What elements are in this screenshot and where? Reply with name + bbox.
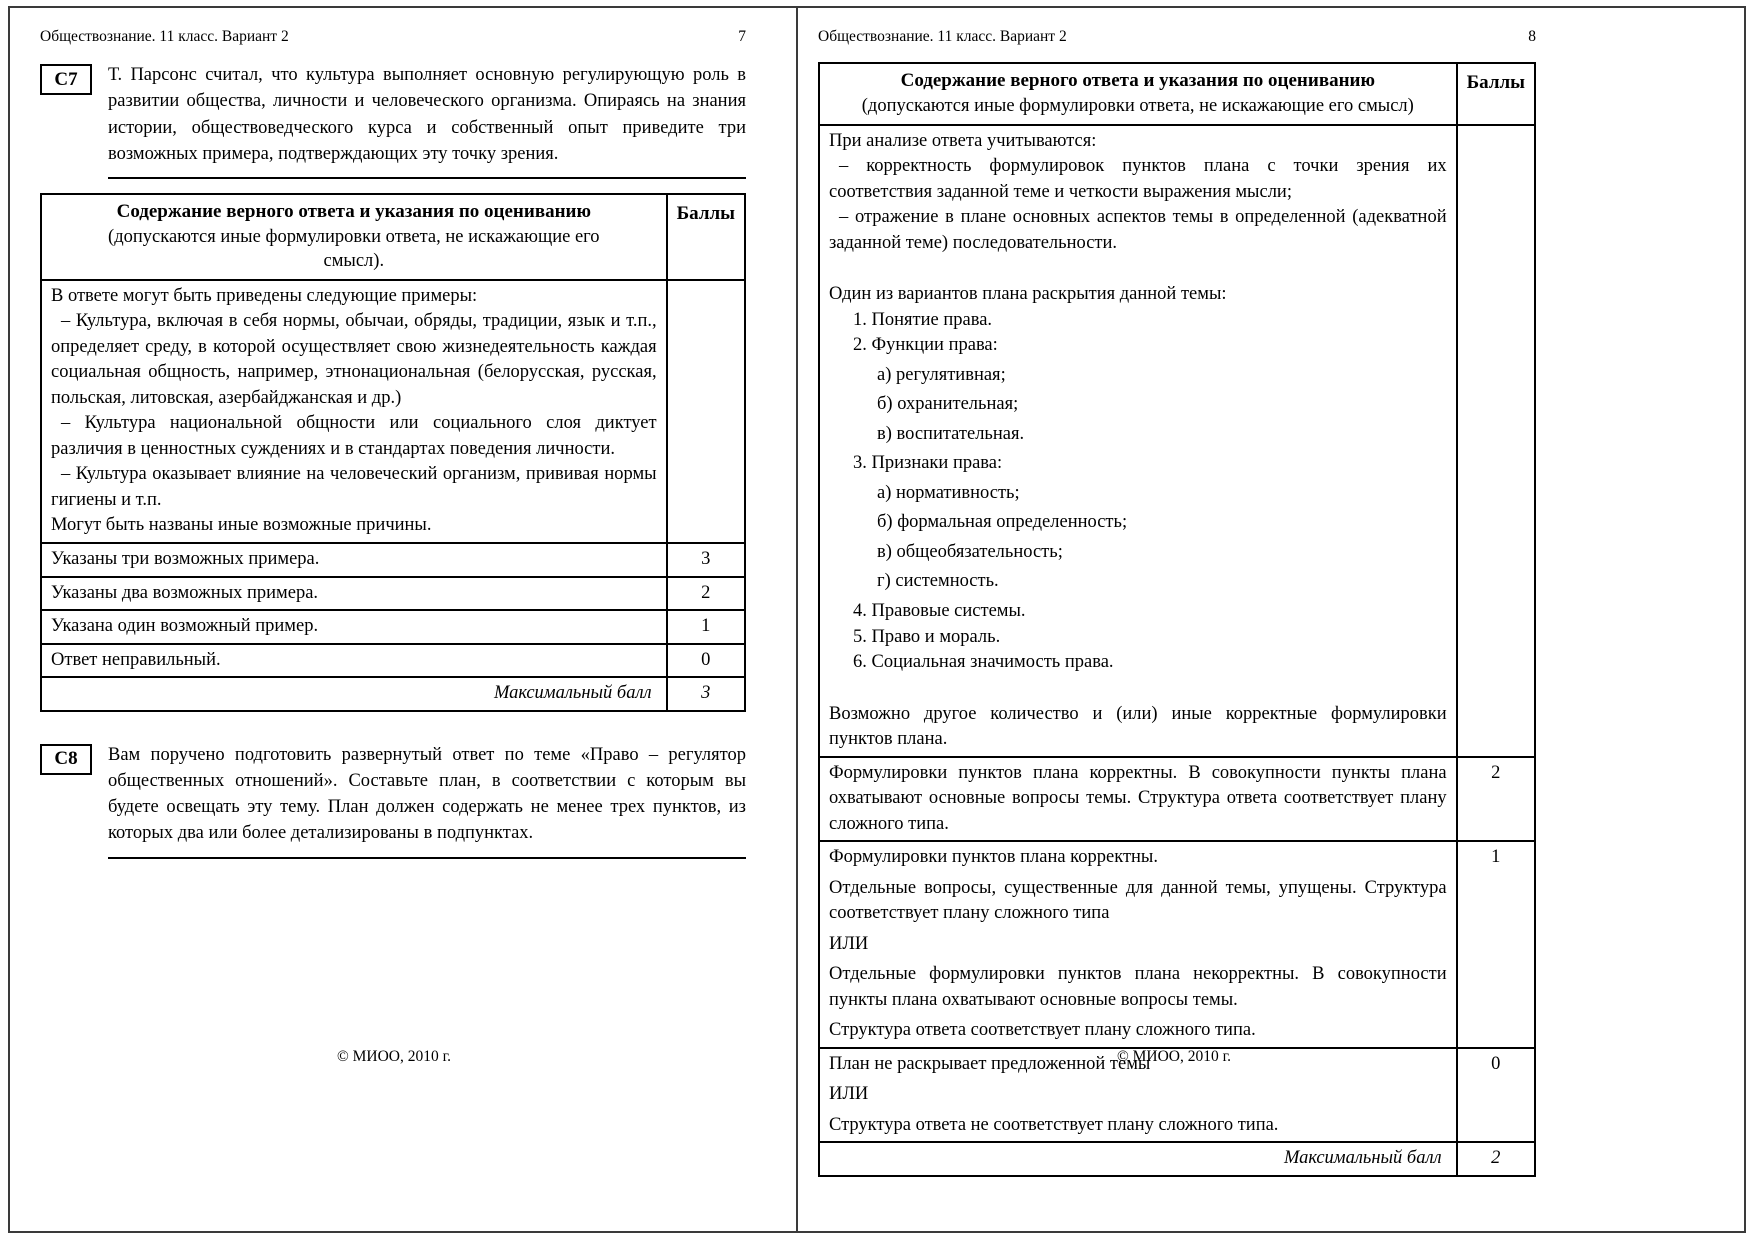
answer-paragraph: – Культура, включая в себя нормы, обычаи, обряды, традиции, язык и т.п., определяет среду, в которой осуществляет свою жизнедеятельность каждая социальная общность, например, этнонациональная (белорусская, русская, польская, литовская, азербайджанская и др.) [51,311,657,408]
table-header-title: Содержание верного ответа и указания по оцениванию [900,70,1375,91]
plan-item: 4. Правовые системы. [853,600,1026,621]
task-c8-text: Вам поручено подготовить развернутый ответ по теме «Право – регулятор общественных отношений». Составьте план, в соответствии с которым вы будете освещать эту тему. План должен содержать не менее трех пунктов, из которых два или более детализированы в подпунктах. [108,742,746,859]
max-score-value: 3 [667,677,745,711]
task-c7 [40,62,746,179]
running-header [818,28,1536,46]
score-cell: 0 [1457,1048,1535,1143]
criterion-paragraph: План не раскрывает предложенной темы [829,1053,1151,1074]
table-header-subtitle: (допускаются иные формулировки ответа, не искажающие его смысл). [108,226,600,271]
table-header-title: Содержание верного ответа и указания по оцениванию [116,201,591,223]
max-score-row [41,677,745,711]
table-header-row [819,63,1535,125]
criterion-text [819,757,1457,842]
answer-content-cell [41,280,667,543]
criterion-paragraph: ИЛИ [829,1084,869,1105]
table-header-content [819,63,1457,125]
criterion-text [819,841,1457,1048]
c7-scoring-table [40,193,746,712]
score-cell: 1 [667,610,745,644]
table-row [819,757,1535,842]
plan-item: 1. Понятие права. [853,309,993,330]
table-row [819,841,1535,1048]
max-score-label: Максимальный балл [819,1142,1457,1176]
page-number: 8 [1528,28,1536,45]
score-cell-empty [1457,125,1535,757]
table-row [41,543,745,577]
plan-subitem: б) формальная определенность; [877,512,1128,533]
task-c7-text: Т. Парсонс считал, что культура выполняет основную регулирующую роль в развитии общества, личности и человеческого организма. Опираясь на знания истории, обществоведческого курса и собственный опыт приведите три возможных примера, подтверждающих эту точку зрения. [108,62,746,179]
running-header-title: Обществознание. 11 класс. Вариант 2 [818,28,1067,45]
criterion-text: Указаны три возможных примера. [41,543,667,577]
criterion-paragraph: Отдельные формулировки пунктов плана некорректны. В совокупности пункты плана охватывают основные вопросы темы. [829,964,1447,1010]
criteria-content-row [819,125,1535,757]
table-row [41,577,745,611]
score-cell: 0 [667,644,745,678]
c8-scoring-table [818,62,1536,1177]
max-score-label: Максимальный балл [41,677,667,711]
footer-copyright: © МИОО, 2010 г. [336,1048,452,1065]
plan-title: Один из вариантов плана раскрытия данной темы: [829,284,1227,305]
criterion-text: Указаны два возможных примера. [41,577,667,611]
table-header-row [41,194,745,280]
table-row [41,644,745,678]
plan-subitem: г) системность. [877,571,999,592]
criterion-paragraph: Структура ответа не соответствует плану сложного типа. [829,1114,1279,1135]
criterion-paragraph: ИЛИ [829,933,869,954]
score-cell-empty [667,280,745,543]
score-cell: 2 [1457,757,1535,842]
answer-paragraph: – Культура оказывает влияние на человеческий организм, прививая нормы гигиены и т.п. [51,464,657,510]
answer-paragraph: В ответе могут быть приведены следующие примеры: [51,285,478,306]
page-8 [798,8,1744,1231]
criterion-paragraph: Формулировки пунктов плана корректны. В совокупности пункты плана охватывают основные вопросы темы. Структура ответа соответствует плану сложного типа. [829,762,1447,834]
criterion-paragraph: Структура ответа соответствует плану сложного типа. [829,1020,1256,1041]
table-header-content [41,194,667,280]
task-c8-label: С8 [40,744,92,775]
criterion-paragraph: Формулировки пунктов плана корректны. [829,847,1158,868]
footer-copyright: © МИОО, 2010 г. [1116,1048,1232,1065]
criterion-text: Ответ неправильный. [41,644,667,678]
plan-subitem: а) регулятивная; [877,364,1006,385]
page-7 [10,8,798,1231]
max-score-value: 2 [1457,1142,1535,1176]
criteria-intro: При анализе ответа учитываются: [829,130,1097,151]
answer-paragraph: – Культура национальной общности или социального слоя диктует различия в ценностных суждениях и в стандартах поведения личности. [51,413,657,459]
criteria-point: – корректность формулировок пунктов плана с точки зрения их соответствия заданной теме и четкости выражения мысли; [829,156,1447,202]
plan-item: 5. Право и мораль. [853,626,1001,647]
plan-subitem: в) общеобязательность; [877,541,1063,562]
plan-item: 6. Социальная значимость права. [853,652,1114,673]
task-c8 [40,742,746,859]
answer-content-row [41,280,745,543]
table-header-subtitle: (допускаются иные формулировки ответа, не искажающие его смысл) [861,95,1414,116]
answer-paragraph: Могут быть названы иные возможные причины. [51,515,432,536]
plan-subitem: в) воспитательная. [877,423,1025,444]
criteria-point: – отражение в плане основных аспектов темы в определенной (адекватной заданной теме) последовательности. [829,207,1447,253]
page-number: 7 [738,28,746,45]
running-header-title: Обществознание. 11 класс. Вариант 2 [40,28,289,45]
running-header [40,28,746,46]
plan-subitem: б) охранительная; [877,394,1019,415]
table-row [41,610,745,644]
plan-subitem: а) нормативность; [877,482,1020,503]
criterion-text: Указана один возможный пример. [41,610,667,644]
score-cell: 2 [667,577,745,611]
score-column-header: Баллы [667,194,745,280]
criteria-outro: Возможно другое количество и (или) иные корректные формулировки пунктов плана. [829,703,1447,750]
plan-item: 2. Функции права: [853,335,998,356]
criteria-content-cell [819,125,1457,757]
score-cell: 1 [1457,841,1535,1048]
max-score-row [819,1142,1535,1176]
document-spread [8,6,1746,1233]
task-c7-label: С7 [40,64,92,95]
score-cell: 3 [667,543,745,577]
score-column-header: Баллы [1457,63,1535,125]
criterion-paragraph: Отдельные вопросы, существенные для данной темы, упущены. Структура соответствует плану сложного типа [829,877,1447,924]
plan-item: 3. Признаки права: [853,453,1003,474]
